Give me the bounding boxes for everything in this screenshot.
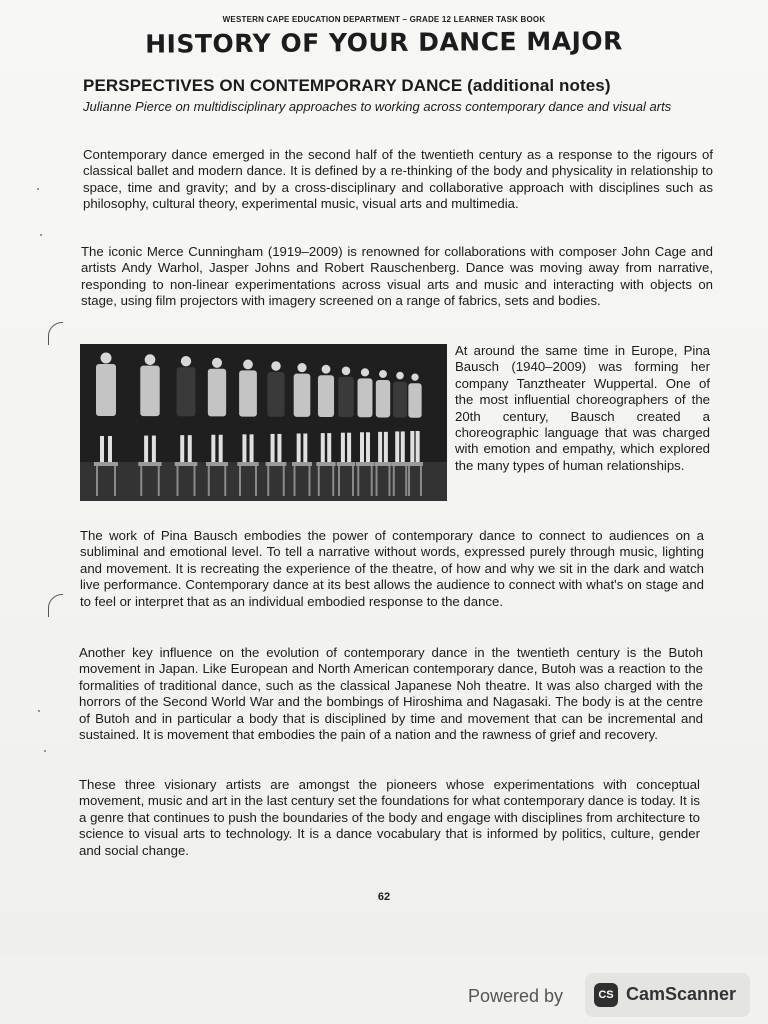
margin-dot (44, 750, 46, 752)
margin-dot (37, 188, 39, 190)
paragraph-cunningham: The iconic Merce Cunningham (1919–2009) is renowned for collaborations with composer John Cage and artists Andy Warhol, Jasper Johns and Robert Rauschenberg. Dance was moving away from narrative, responding to non-linear experimentations across visual arts and music and interacting with objects on stage, using film projectors with imagery screened on a range of fabrics, sets and bodies. (81, 244, 713, 309)
camscanner-logo-icon: CS (594, 983, 618, 1007)
section-subtitle: Julianne Pierce on multidisciplinary approaches to working across contemporary dance and visual arts (83, 99, 672, 114)
paragraph-butoh: Another key influence on the evolution of contemporary dance in the twentieth century is the Butoh movement in Japan. Like European and North American contemporary dance, Butoh was a reaction to the formalities of traditional dance, such as the classical Japanese Noh theatre. It was also charged with the horrors of the Second World War and the bombings of Hiroshima and Nagasaki. The body is at the centre of Butoh and in particular a body that is disciplined by time and movement that can be incremental and sustained. It is movement that embodies the pain of a nation and the rawness of grief and recovery. (79, 645, 703, 743)
margin-mark (48, 322, 63, 345)
page-number: 62 (377, 891, 391, 903)
powered-by-label: Powered by (468, 986, 564, 1006)
section-title: PERSPECTIVES ON CONTEMPORARY DANCE (additional notes) (83, 76, 611, 95)
camscanner-brand: CamScanner (626, 984, 737, 1004)
margin-dot (38, 710, 40, 712)
dancers-photo-illustration (80, 344, 447, 501)
camscanner-badge (585, 973, 750, 1017)
major-title: HISTORY OF YOUR DANCE MAJOR (145, 26, 623, 59)
margin-dot (40, 234, 42, 236)
margin-mark (48, 594, 63, 617)
paragraph-bausch-intro: At around the same time in Europe, Pina Bausch (1940–2009) was forming her company Tanztheater Wuppertal. One of the most influential choreographers of the 20th century, Bausch created a choreographic language that was charged with emotion and empathy, which explored the many types of human relationships. (455, 343, 710, 473)
paragraph-intro: Contemporary dance emerged in the second half of the twentieth century as a response to the rigours of classical ballet and modern dance. It is defined by a re-thinking of the body and physicality in relationship to space, time and gravity; and by a cross-disciplinary and collaborative approach with disciplines such as philosophy, cultural theory, experimental music, visual arts and multimedia. (83, 147, 713, 212)
paragraph-bausch-work: The work of Pina Bausch embodies the power of contemporary dance to connect to audiences on a subliminal and emotional level. To tell a narrative without words, expressed purely through music, lighting and movement. It is recreating the experience of the theatre, of how and why we sit in the dark and watch live performance. Contemporary dance at its best allows the audience to connect with what's on stage and to feel or interpret that as an individual embodied response to the dance. (80, 528, 704, 609)
department-header: WESTERN CAPE EDUCATION DEPARTMENT – GRADE 12 LEARNER TASK BOOK (222, 15, 546, 24)
dancers-photo (80, 344, 447, 501)
paragraph-conclusion: These three visionary artists are amongst the pioneers whose experimentations with conceptual movement, music and art in the last century set the foundations for what contemporary dance is today. It is a genre that continues to push the boundaries of the body and engage with disciplines from architecture to science to visual arts to technology. It is a dance vocabulary that is informed by politics, culture, gender and social change. (79, 777, 700, 858)
